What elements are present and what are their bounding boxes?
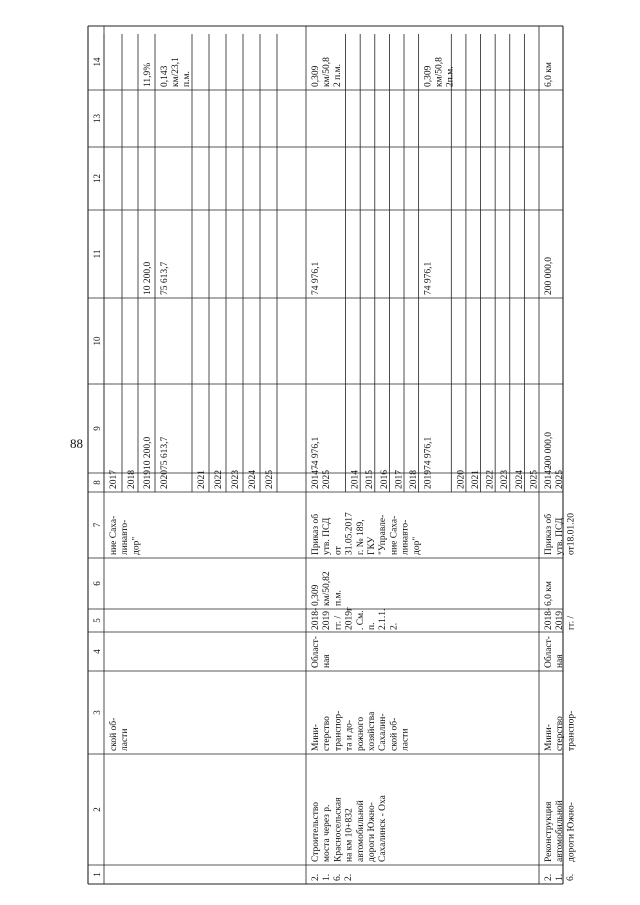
column-number-11: 11 (92, 249, 102, 259)
block-c-level: Област- (544, 636, 554, 668)
block-b-year: 2022 (485, 470, 496, 489)
block-a-basis-tail: ние Саха- (109, 515, 119, 555)
block-b-executor: Сахалин- (378, 713, 389, 751)
block-b-year: 2015 (365, 470, 376, 489)
block-b-number: 1. (322, 873, 332, 881)
block-a-2019-col9: 10 200,0 (143, 436, 153, 470)
block-b-col14: 0,309 (311, 65, 321, 87)
block-c-executor: стерство (555, 716, 566, 751)
block-c-col9: 200 000,0 (544, 432, 554, 470)
block-b-year: 2014 - (311, 464, 321, 489)
block-b-name: автомобильной (355, 800, 366, 862)
block-b-period: п. (367, 622, 377, 630)
block-b-col14: 0,309 (423, 65, 434, 87)
block-b-period: 2019г (344, 607, 355, 630)
block-b-col11: 74 976,1 (311, 261, 321, 295)
block-c-year: 2025 (555, 470, 565, 489)
block-a-executor-tail: ласти (120, 728, 131, 751)
block-c-executor: транспор- (566, 710, 577, 751)
column-number-6: 6 (92, 581, 102, 586)
rotated-table (88, 26, 576, 884)
block-b-basis: ГКУ (367, 536, 377, 555)
block-a-2020-col14: км/23,1 (171, 57, 181, 87)
block-b-col14: км/50,8 (434, 57, 445, 87)
block-c-name: Реконструкция (544, 801, 554, 862)
block-c-period: 2019 (555, 611, 566, 630)
block-b-basis: дор" (411, 536, 422, 555)
column-number-8: 8 (92, 480, 102, 485)
page-number: 88 (70, 436, 83, 451)
block-b-capacity: п.м. (333, 590, 344, 606)
block-b-basis: ние Саха- (389, 515, 400, 555)
block-b-year: 2019 (423, 470, 434, 489)
block-b-executor: та и до- (344, 719, 355, 751)
block-b-number: 6. (333, 873, 343, 881)
block-b-period: гг. / (333, 615, 344, 630)
block-a-2020-col9: 75 613,7 (160, 436, 170, 470)
block-a-2020-col11: 75 613,7 (160, 261, 170, 295)
block-b-year: 2025 (322, 470, 332, 489)
block-b-year: 2023 (500, 470, 511, 489)
block-b-year: 2021 (470, 470, 481, 489)
block-b-name: Строительство (311, 801, 321, 862)
block-c-col14: 6,0 км (544, 62, 554, 87)
block-b-col9: 74 976,1 (311, 436, 321, 470)
block-a-2020-col14: п.м. (182, 71, 192, 87)
block-c-year: 2014 - (544, 464, 554, 489)
block-a-year-2019: 2019 (143, 470, 153, 489)
block-c-number: 1. (555, 873, 565, 881)
block-b-col14: км/50,8 (322, 57, 332, 87)
column-number-3: 3 (92, 710, 102, 715)
block-b-executor: стерство (322, 716, 333, 751)
block-b-period: 2.1.1. (378, 608, 389, 630)
block-c-number: 2. (544, 873, 554, 881)
block-c-number: 6. (566, 873, 576, 881)
block-b-basis: г. № 189, (355, 519, 366, 555)
column-number-13: 13 (92, 114, 102, 123)
block-b-year: 2025 (529, 470, 540, 489)
block-a-year-2023: 2023 (231, 470, 241, 489)
block-b-capacity: 0,309 (311, 584, 321, 606)
block-c-name: автомобильной (555, 800, 566, 862)
column-number-9: 9 (92, 426, 102, 431)
block-c-level: ная (555, 654, 566, 668)
block-b-executor: рожного (355, 716, 366, 751)
block-b-year: 2024 (514, 470, 525, 489)
block-b-basis: линавто- (400, 519, 411, 555)
column-number-4: 4 (92, 649, 102, 654)
block-c-capacity: 6,0 км (544, 581, 554, 606)
block-b-name: на км 10+832 (344, 808, 355, 862)
block-b-period: . См. (355, 610, 366, 630)
block-b-level: Област- (311, 636, 321, 668)
block-b-number: 2. (344, 873, 354, 881)
column-number-2: 2 (92, 807, 102, 812)
block-a-year-2020: 2020 (160, 470, 170, 489)
block-b-basis: утв. ПСД (322, 517, 333, 555)
block-c-period: гг. / (566, 615, 577, 630)
column-number-10: 10 (92, 336, 102, 346)
block-b-col14: 2п.м. (445, 66, 456, 87)
block-c-period: 2018- (544, 607, 554, 630)
block-b-year: 2016 (379, 470, 390, 489)
block-c-basis: от18.01.20 (566, 512, 577, 555)
block-c-basis: утв. ПСД (555, 517, 566, 555)
block-b-period: 2018- (311, 607, 321, 630)
block-b-col11: 74 976,1 (423, 261, 434, 295)
block-b-basis: 31.05.2017 (344, 512, 355, 555)
block-a-2019-col14: 11,9% (143, 62, 153, 87)
block-b-executor: ской об- (389, 717, 400, 751)
block-b-col9: 74 976,1 (423, 436, 434, 470)
block-a-year-2025: 2025 (265, 470, 275, 489)
block-b-level: ная (322, 654, 333, 668)
block-b-year: 2017 (394, 470, 405, 489)
column-number-14: 14 (92, 57, 102, 67)
block-b-basis: "Управле- (378, 514, 389, 555)
column-number-1: 1 (92, 872, 102, 877)
block-b-year: 2018 (409, 470, 420, 489)
block-b-number: 2. (311, 873, 321, 881)
block-a-year-2018: 2018 (127, 470, 137, 489)
block-b-executor: хозяйства (367, 711, 377, 751)
block-c-basis: Приказ об (544, 513, 554, 555)
block-a-executor-tail: ской об- (109, 717, 119, 751)
block-b-year: 2020 (456, 470, 467, 489)
block-b-name: Сахалинск - Оха (378, 795, 389, 862)
block-c-executor: Мини- (544, 724, 554, 751)
block-a-year-2021: 2021 (197, 470, 207, 489)
block-a-year-2024: 2024 (248, 470, 258, 489)
block-b-capacity: км/50,82 (322, 571, 333, 606)
column-number-7: 7 (92, 522, 102, 528)
column-number-5: 5 (92, 618, 102, 623)
block-c-col11: 200 000,0 (544, 257, 554, 295)
block-b-period: 2. (389, 622, 400, 630)
block-b-col14: 2 п.м. (333, 64, 343, 87)
column-number-12: 12 (92, 174, 102, 183)
block-b-basis: Приказ об (311, 513, 321, 555)
block-b-basis: от (333, 546, 344, 555)
block-a-year-2017: 2017 (109, 470, 119, 489)
block-a-basis-tail: дор" (131, 536, 142, 555)
block-b-name: моста через р. (322, 804, 333, 862)
block-a-2020-col14: 0,143 (160, 65, 170, 87)
block-c-name: дороги Южно- (566, 802, 577, 862)
block-a-year-2022: 2022 (214, 470, 224, 489)
block-b-name: Красносельская (333, 797, 344, 862)
block-b-executor: ласти (400, 728, 411, 751)
block-b-year: 2014 (350, 470, 361, 489)
block-b-executor: Мини- (311, 724, 321, 751)
block-b-name: дороги Южно- (367, 802, 377, 862)
block-b-period: 2019 (322, 611, 333, 630)
block-a-2019-col11: 10 200,0 (143, 261, 153, 295)
block-a-basis-tail: линавто- (120, 519, 131, 555)
block-b-executor: транспор- (333, 710, 344, 751)
